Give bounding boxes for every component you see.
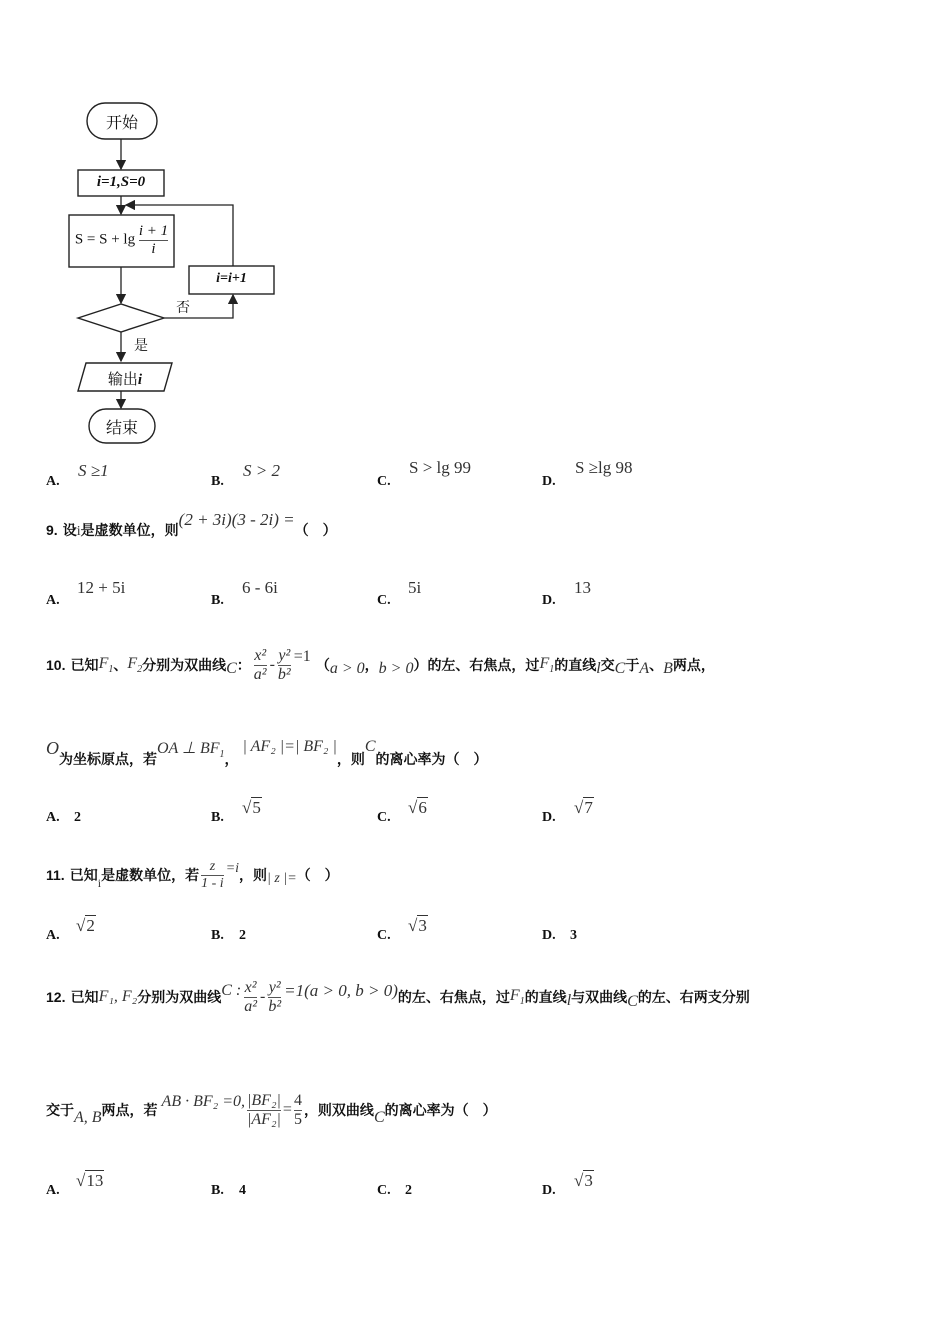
q8-option-c-label: C. <box>377 474 391 489</box>
q10-text: ，则 <box>336 752 365 768</box>
q10-option-d-value: √7 <box>574 798 593 817</box>
bf2-abs: |BF₂| <box>247 1091 281 1109</box>
q10-curve-c: C <box>364 738 376 755</box>
q10-curve-c: C <box>614 660 626 677</box>
q11-option-b-label: B. <box>211 928 224 943</box>
q12-text: 的离心率为（ ） <box>384 1103 497 1119</box>
f1-symbol: F <box>539 654 550 672</box>
q11-option-d-label: D. <box>542 928 556 943</box>
q9-text: 设 <box>62 523 77 539</box>
q12-option-a-value: √13 <box>76 1171 104 1190</box>
q12-four-fifths <box>294 1092 302 1128</box>
q9-expression: (2 + 3i)(3 - 2i) = <box>178 510 295 529</box>
minus: - <box>269 656 275 673</box>
flowchart-init: i=1,S=0 <box>96 174 146 190</box>
q10-option-c-value: √6 <box>408 798 427 817</box>
q11-answer-blank: （ ） <box>296 868 339 884</box>
q10-text: 、 <box>649 658 664 674</box>
q12-text: 的左、右焦点，过 <box>397 990 510 1006</box>
q12-dot-product: AB · BF₂ =0, <box>161 1093 245 1110</box>
q12-text: 交于 <box>46 1103 74 1119</box>
radicand: 2 <box>86 916 95 935</box>
q12-eq-prefix: C : <box>221 982 242 999</box>
q12-f1: $F_1$ <box>509 986 525 1008</box>
q9-var: i <box>76 524 81 539</box>
q11-text: ，则 <box>239 868 268 884</box>
q9-option-d-label: D. <box>542 593 556 608</box>
q10-text: ） <box>413 658 428 674</box>
radicand: 13 <box>86 1171 104 1190</box>
q8-option-d-label: D. <box>542 474 556 489</box>
q10-text: ， <box>364 658 379 674</box>
q12-line-2 <box>46 1080 497 1140</box>
q11-fraction <box>201 859 224 891</box>
q11-option-c-label: C. <box>377 928 391 943</box>
q12-y-fraction <box>268 979 281 1015</box>
y-squared: y² <box>278 646 291 664</box>
q12-option-c-value: 2 <box>405 1183 412 1198</box>
origin-o: O <box>46 738 59 758</box>
q10-abs-eq: | AF₂ |=| BF₂ | <box>242 738 337 755</box>
q8-option-a-label: A. <box>46 474 60 489</box>
x-squared: x² <box>254 646 267 664</box>
q10-x-fraction <box>254 647 267 683</box>
q10-f1: $F_1$ <box>539 654 555 676</box>
q10-option-c-label: C. <box>377 810 391 825</box>
process-denominator: i <box>139 240 168 258</box>
y-squared: y² <box>268 978 281 996</box>
f2-symbol: F <box>127 654 138 672</box>
q8-option-a-value: S ≥1 <box>78 461 109 480</box>
q12-text: 已知 <box>70 990 99 1006</box>
q9-option-c-label: C. <box>377 593 391 608</box>
q9-option-b-label: B. <box>211 593 224 608</box>
q12-eq-suffix: =1(a > 0, b > 0) <box>284 981 398 1000</box>
q11-text: 已知 <box>69 868 98 884</box>
q10-text: 两点， <box>672 658 715 674</box>
q12-curve-c: C <box>627 993 638 1010</box>
q12-foci: F₁, F₂ <box>98 988 138 1005</box>
q11-stem <box>46 855 339 895</box>
radicand: 5 <box>252 798 261 817</box>
cond-a: a > 0 <box>329 660 365 677</box>
q9-text: 是虚数单位，则 <box>80 523 179 539</box>
output-label: 输出 <box>107 370 138 388</box>
eq-one: =1 <box>293 648 311 665</box>
q10-line-1 <box>46 640 715 690</box>
q8-option-b-label: B. <box>211 474 224 489</box>
radicand: 3 <box>584 1171 593 1190</box>
q11-numerator: z <box>209 859 216 875</box>
q10-text: 的直线 <box>554 658 597 674</box>
q11-option-c-value: √3 <box>408 916 427 935</box>
q8-option-b-value: S > 2 <box>243 461 280 480</box>
q12-text: 的左、右两支分别 <box>637 990 750 1006</box>
q10-text: 已知 <box>70 658 99 674</box>
a-squared: a² <box>253 665 267 683</box>
q10-text: 交 <box>600 658 615 674</box>
q12-option-b-value: 4 <box>239 1183 246 1198</box>
b-squared: b² <box>268 997 282 1015</box>
q12-option-d-value: √3 <box>574 1171 593 1190</box>
q10-text: ， <box>224 752 239 768</box>
x-squared: x² <box>244 978 257 996</box>
q9-option-b-value: 6 - 6i <box>242 578 278 597</box>
q11-option-d-value: 3 <box>570 928 577 943</box>
q10-line-2 <box>46 738 488 769</box>
process-lhs: S = S + lg <box>74 231 136 248</box>
radicand: 6 <box>418 798 427 817</box>
q10-text: ： <box>236 658 251 674</box>
q11-var: i <box>97 875 102 890</box>
q11-abs: | z |= <box>267 871 297 886</box>
points-ab: A, B <box>74 1109 102 1126</box>
q9-stem <box>46 510 337 540</box>
q10-text: 于 <box>625 658 640 674</box>
q12-text: 与双曲线 <box>571 990 628 1006</box>
perp-expr: OA ⊥ BF <box>157 740 220 757</box>
q9-option-a-value: 12 + 5i <box>77 578 126 597</box>
a-squared: a² <box>244 997 258 1015</box>
q12-ratio-fraction <box>247 1092 281 1128</box>
equals: = <box>282 1101 292 1118</box>
q8-option-d-value: S ≥lg 98 <box>575 458 633 477</box>
q10-curve-c: C <box>226 660 237 677</box>
cond-b: b > 0 <box>378 660 414 677</box>
flowchart-no-label: 否 <box>176 300 190 316</box>
q12-option-d-label: D. <box>542 1183 556 1198</box>
q10-text: 、 <box>113 658 128 674</box>
q12-option-a-label: A. <box>46 1183 60 1198</box>
q10-f2: $F_2$ <box>127 654 143 676</box>
q12-text: 的直线 <box>524 990 567 1006</box>
output-var: i <box>137 372 143 388</box>
line-l: l <box>566 992 572 1009</box>
q12-option-c-label: C. <box>377 1183 391 1198</box>
q10-text: 为坐标原点，若 <box>59 752 157 768</box>
af2-abs: |AF₂| <box>247 1110 281 1128</box>
q10-y-fraction <box>278 647 291 683</box>
q10-option-a-label: A. <box>46 810 60 825</box>
q9-option-d-value: 13 <box>574 578 591 597</box>
q10-option-d-label: D. <box>542 810 556 825</box>
point-b: B <box>663 660 673 677</box>
q10-text: （ <box>315 658 330 674</box>
q10-option-a-value: 2 <box>74 810 81 825</box>
q11-denominator: 1 - i <box>201 875 224 891</box>
q11-number: 11. <box>46 867 65 883</box>
q10-perp: OA ⊥ $BF_1$ <box>157 740 225 761</box>
q10-f1: $F_1$ <box>98 654 114 676</box>
q12-number: 12. <box>46 989 66 1005</box>
denominator-5: 5 <box>293 1110 302 1128</box>
q12-x-fraction <box>244 979 257 1015</box>
q9-option-a-label: A. <box>46 593 60 608</box>
process-numerator: i + 1 <box>138 223 169 239</box>
q9-option-c-value: 5i <box>408 578 422 597</box>
q10-number: 10. <box>46 657 66 673</box>
q9-answer-blank: （ ） <box>294 523 337 539</box>
q12-text: 分别为双曲线 <box>137 990 222 1006</box>
flowchart-output <box>78 368 172 389</box>
b-squared: b² <box>277 665 291 683</box>
q12-curve-c: C <box>373 1109 385 1126</box>
process-fraction <box>139 223 168 257</box>
radicand: 3 <box>418 916 427 935</box>
flowchart-yes-label: 是 <box>134 338 148 354</box>
q11-eq: =i <box>225 861 240 876</box>
q9-number: 9. <box>46 522 58 538</box>
radicand: 7 <box>584 798 593 817</box>
q11-option-a-label: A. <box>46 928 60 943</box>
q12-option-b-label: B. <box>211 1183 224 1198</box>
q11-option-b-value: 2 <box>239 928 246 943</box>
q12-line-1: 12. 已知 F₁, F₂ 分别为双曲线 C : $\frac{\text{x²}}{\text{a²}}$ - $\frac{\text{y²}}{\text{b²}}$ =1(a > 0, b > 0) 的左、右焦点，过 $F_1$ 的直线 l 与双曲线 C 的左、右两支分别 <box>46 978 750 1015</box>
point-a: A <box>639 660 650 677</box>
q12-text: ，则双曲线 <box>303 1103 374 1119</box>
f1-symbol: F <box>98 654 109 672</box>
flowchart-start: 开始 <box>105 113 138 132</box>
q10-option-b-label: B. <box>211 810 224 825</box>
flowchart-increment: i=i+1 <box>216 271 247 286</box>
flowchart-end: 结束 <box>105 418 138 437</box>
line-l: l <box>596 660 601 677</box>
numerator-4: 4 <box>293 1091 302 1109</box>
q10-text: 的左、右焦点，过 <box>427 658 540 674</box>
q10-text: 分别为双曲线 <box>142 658 227 674</box>
q10-text: 的离心率为（ ） <box>375 752 488 768</box>
q10-option-b-value: √5 <box>242 798 261 817</box>
flowchart <box>60 95 300 450</box>
q8-option-c-value: S > lg 99 <box>409 458 472 477</box>
q11-text: 是虚数单位，若 <box>101 868 200 884</box>
q12-text: 两点，若 <box>101 1103 158 1119</box>
flowchart-process <box>69 223 174 257</box>
q11-option-a-value: √2 <box>76 916 95 935</box>
